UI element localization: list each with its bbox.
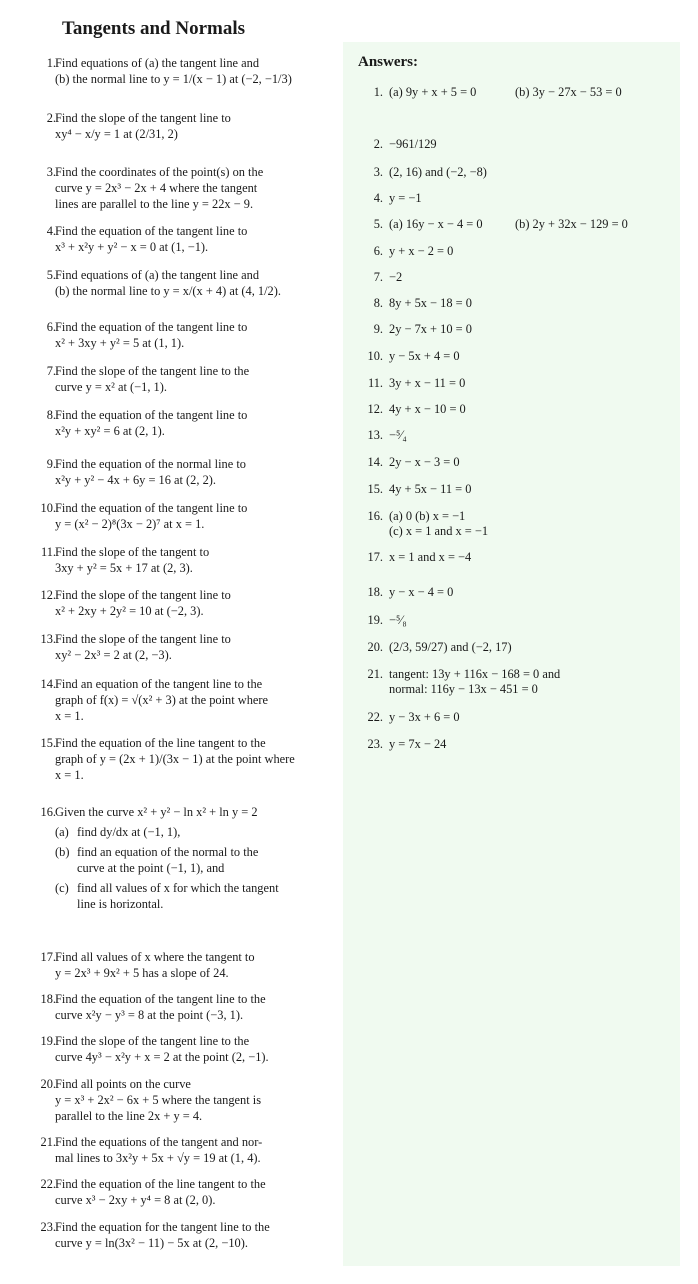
question-text-line: Find the equation of the tangent line to the [55,992,266,1006]
question-text-line: Find the equation of the normal line to [55,457,246,471]
question-text-line: (b) the normal line to y = x/(x + 4) at (4, 1/2). [55,284,281,298]
question-number: 9. [46,457,56,471]
answer-text: 2y − x − 3 = 0 [389,455,460,469]
answer-second-line: normal: 116y − 13x − 451 = 0 [389,682,538,696]
answer-number: 13. [367,428,383,442]
question-text-line: Find the slope of the tangent to [55,545,210,559]
answer-number: 15. [367,482,383,496]
question-text-line: Find the equation of the tangent line to [55,224,248,238]
question-text-line: x² + 3xy + y² = 5 at (1, 1). [55,336,185,350]
answer-number: 22. [367,710,383,724]
answer-text: −⁵⁄₄ [389,428,407,442]
question-text-line: mal lines to 3x²y + 5x + √y = 19 at (1, 4). [55,1151,261,1165]
question-text-line: Find the equation of the line tangent to the [55,1177,266,1191]
answer-text: y = −1 [389,191,422,205]
question-text-line: curve 4y³ − x²y + x = 2 at the point (2, −1). [55,1050,269,1064]
question-number: 16. [40,805,56,819]
question-number: 21. [40,1135,56,1149]
question-text-line: curve x³ − 2xy + y⁴ = 8 at (2, 0). [55,1193,216,1207]
answer-item [355,585,675,600]
question-text-line: Find the slope of the tangent line to [55,632,231,646]
question-text-line: curve x²y − y³ = 8 at the point (−3, 1). [55,1008,244,1022]
question-text-line: Find the slope of the tangent line to [55,588,231,602]
answer-number: 9. [373,322,383,336]
question-number: 3. [46,165,56,179]
question-number: 13. [40,632,56,646]
question-text-line: Find the coordinates of the point(s) on the [55,165,264,179]
answer-number: 14. [367,455,383,469]
answer-text: (a) 0 (b) x = −1 [389,509,466,523]
question-text-line: Find an equation of the tangent line to the [55,677,263,691]
answer-part-b: (b) 2y + 32x − 129 = 0 [515,217,628,231]
question-number: 17. [40,950,56,964]
question-text-line: xy⁴ − x/y = 1 at (2/31, 2) [55,127,178,141]
answer-number: 23. [367,737,383,751]
question-number: 12. [40,588,56,602]
question-text-line: Find the equation of the tangent line to [55,501,248,515]
question-text-line: Find the equation of the line tangent to the [55,736,266,750]
question-text-line: x²y + y² − 4x + 6y = 16 at (2, 2). [55,473,216,487]
answer-item [355,349,675,364]
question-text-line: y = (x² − 2)⁸(3x − 2)⁷ at x = 1. [55,517,205,531]
answer-item [355,550,675,565]
answer-number: 2. [373,137,383,151]
question-text-line: curve y = x² at (−1, 1). [55,380,167,394]
answer-text: y + x − 2 = 0 [389,244,454,258]
answer-item [355,667,675,697]
question-text-line: Find the equation for the tangent line to the [55,1220,270,1234]
answer-part-b: (b) 3y − 27x − 53 = 0 [515,85,622,99]
question-text-line: Find all values of x where the tangent to [55,950,255,964]
question-number: 8. [46,408,56,422]
question-text-line: x²y + xy² = 6 at (2, 1). [55,424,165,438]
answer-text: tangent: 13y + 116x − 168 = 0 and [389,667,561,681]
question-text-line: (b) the normal line to y = 1/(x − 1) at (−2, −1/3) [55,72,292,86]
question-text-line: Find all points on the curve [55,1077,191,1091]
answer-second-line: (c) x = 1 and x = −1 [389,524,489,538]
question-text-line: x² + 2xy + 2y² = 10 at (−2, 3). [55,604,204,618]
question-number: 7. [46,364,56,378]
page-title: Tangents and Normals [62,18,246,39]
answer-item [355,217,675,232]
answer-item [355,509,675,539]
answer-text: (2, 16) and (−2, −8) [389,165,487,179]
answer-item [355,428,675,443]
question-number: 22. [40,1177,56,1191]
question-number: 20. [40,1077,56,1091]
question-text-line: Find the equation of the tangent line to [55,408,248,422]
question-subpart [55,844,313,876]
question-number: 15. [40,736,56,750]
answer-number: 6. [373,244,383,258]
question-number: 10. [40,501,56,515]
answer-number: 3. [373,165,383,179]
answer-number: 4. [373,191,383,205]
answer-text: 3y + x − 11 = 0 [389,376,466,390]
answer-text: y − x − 4 = 0 [389,585,454,599]
question-text-line: x = 1. [55,768,84,782]
answer-text: y − 5x + 4 = 0 [389,349,460,363]
answers-heading: Answers: [358,54,418,70]
answer-number: 11. [367,376,383,390]
question-number: 19. [40,1034,56,1048]
question-text-line: Find equations of (a) the tangent line and [55,56,260,70]
answer-text: 2y − 7x + 10 = 0 [389,322,472,336]
answer-text: −961/129 [389,137,437,151]
subpart-text-line: line is horizontal. [77,897,164,911]
question-text-line: y = x³ + 2x² − 6x + 5 where the tangent is [55,1093,262,1107]
answer-item [355,85,675,100]
question-number: 2. [46,111,56,125]
answer-item [355,737,675,752]
answer-text: (2/3, 59/27) and (−2, 17) [389,640,512,654]
answer-number: 17. [367,550,383,564]
subpart-label: (a) [55,825,69,839]
answer-number: 18. [367,585,383,599]
answer-text: (a) 16y − x − 4 = 0 [389,217,483,231]
answer-item [355,613,675,628]
question-text-line: xy² − 2x³ = 2 at (2, −3). [55,648,172,662]
question-subpart [55,880,313,912]
question-text-line: y = 2x³ + 9x² + 5 has a slope of 24. [55,966,229,980]
answer-item [355,296,675,311]
answer-item [355,322,675,337]
answer-number: 1. [373,85,383,99]
answer-item [355,244,675,259]
answer-number: 7. [373,270,383,284]
answer-item [355,137,675,152]
answer-number: 20. [367,640,383,654]
answer-number: 5. [373,217,383,231]
answer-item [355,270,675,285]
answer-text: x = 1 and x = −4 [389,550,472,564]
question-text-line: Find the equation of the tangent line to [55,320,248,334]
answer-number: 19. [367,613,383,627]
subpart-label: (c) [55,881,69,895]
answer-text: 4y + 5x − 11 = 0 [389,482,472,496]
question-number: 5. [46,268,56,282]
question-text-line: graph of y = (2x + 1)/(3x − 1) at the point where [55,752,295,766]
answer-number: 10. [367,349,383,363]
question-number: 4. [46,224,56,238]
answer-text: (a) 9y + x + 5 = 0 [389,85,477,99]
question-text-line: curve y = ln(3x² − 11) − 5x at (2, −10). [55,1236,248,1250]
question-text-line: 3xy + y² = 5x + 17 at (2, 3). [55,561,193,575]
question-text-line: parallel to the line 2x + y = 4. [55,1109,203,1123]
answer-item [355,376,675,391]
answer-item [355,710,675,725]
question-number: 14. [40,677,56,691]
answer-item [355,191,675,206]
question-text-line: x = 1. [55,709,84,723]
question-text-line: graph of f(x) = √(x² + 3) at the point where [55,693,269,707]
question-text-line: Find the equations of the tangent and nor- [55,1135,263,1149]
answer-number: 8. [373,296,383,310]
question-text-line: Find the slope of the tangent line to the [55,1034,250,1048]
answer-text: −2 [389,270,403,284]
answer-text: 8y + 5x − 18 = 0 [389,296,472,310]
question-text-line: lines are parallel to the line y = 22x − 9. [55,197,254,211]
answer-text: y − 3x + 6 = 0 [389,710,460,724]
answer-number: 16. [367,509,383,523]
question-number: 11. [40,545,56,559]
question-number: 1. [46,56,56,70]
question-text-line: Find the slope of the tangent line to [55,111,231,125]
answer-number: 21. [367,667,383,681]
subpart-text-line: find an equation of the normal to the [77,845,259,859]
answer-item [355,402,675,417]
question-number: 23. [40,1220,56,1234]
question-text-line: Find equations of (a) the tangent line and [55,268,260,282]
answer-item [355,640,675,655]
question-number: 18. [40,992,56,1006]
answer-text: 4y + x − 10 = 0 [389,402,466,416]
subpart-text-line: find all values of x for which the tangent [77,881,279,895]
question-text-line: x³ + x²y + y² − x = 0 at (1, −1). [55,240,209,254]
subpart-label: (b) [55,845,70,859]
question-number: 6. [46,320,56,334]
question-subpart [55,824,313,840]
subpart-text-line: find dy/dx at (−1, 1), [77,825,181,839]
answer-text: y = 7x − 24 [389,737,447,751]
answer-text: −⁵⁄₈ [389,613,407,627]
subpart-text-line: curve at the point (−1, 1), and [77,861,225,875]
answer-item [355,165,675,180]
answer-item [355,455,675,470]
question-text-line: curve y = 2x³ − 2x + 4 where the tangent [55,181,258,195]
answer-number: 12. [367,402,383,416]
answer-item [355,482,675,497]
question-text-line: Given the curve x² + y² − ln x² + ln y = 2 [55,805,258,819]
question-text-line: Find the slope of the tangent line to the [55,364,250,378]
